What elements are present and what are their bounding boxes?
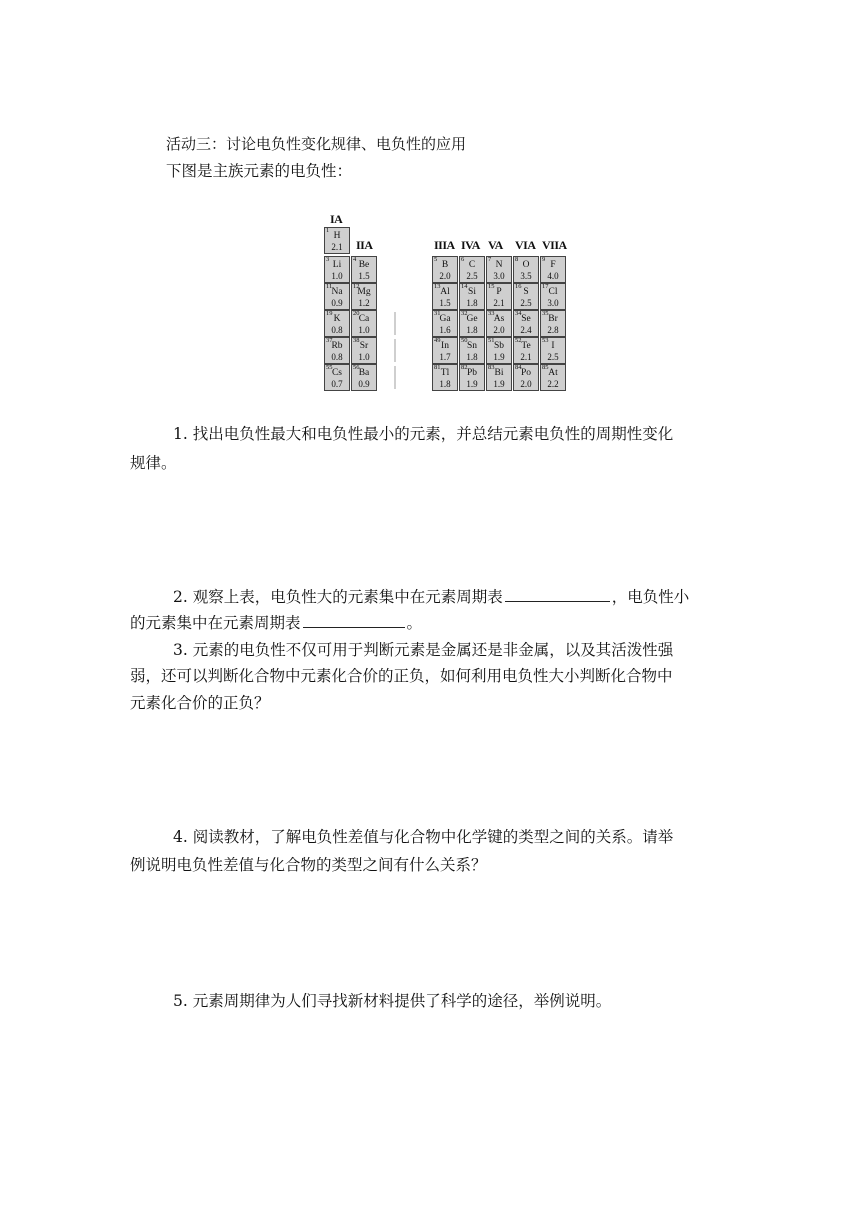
electronegativity-value: 0.8 [331, 325, 343, 335]
question-4-line-1: 4. 阅读教材，了解电负性差值与化合物中化学键的类型之间的关系。请举 [173, 828, 674, 846]
element-symbol: Rb [331, 341, 343, 351]
table-break-mark [394, 312, 408, 335]
element-symbol: F [550, 260, 556, 270]
element-cell-br [540, 310, 566, 337]
atomic-number: 32 [461, 310, 468, 317]
electronegativity-value: 1.2 [358, 298, 370, 308]
atomic-number: 17 [542, 283, 549, 290]
element-symbol: Be [358, 260, 370, 270]
element-cell-ge [459, 310, 485, 337]
electronegativity-value: 3.5 [520, 271, 532, 281]
electronegativity-value: 0.9 [358, 379, 370, 389]
element-cell-b [432, 256, 458, 283]
electronegativity-value: 0.9 [331, 298, 343, 308]
element-symbol: I [551, 341, 555, 351]
atomic-number: 81 [434, 364, 441, 371]
element-cell-i [540, 337, 566, 364]
atomic-number: 56 [353, 364, 360, 371]
electronegativity-value: 2.2 [547, 379, 559, 389]
question-3-line-3: 元素化合价的正负？ [130, 694, 270, 712]
element-cell-mg [351, 283, 377, 310]
element-cell-s [513, 283, 539, 310]
atomic-number: 14 [461, 283, 468, 290]
atomic-number: 38 [353, 337, 360, 344]
electronegativity-value: 2.1 [493, 298, 505, 308]
element-symbol: Sr [359, 341, 369, 351]
element-cell-sr [351, 337, 377, 364]
electronegativity-value: 0.8 [331, 352, 343, 362]
atomic-number: 84 [515, 364, 522, 371]
question-1-line-1: 1. 找出电负性最大和电负性最小的元素，并总结元素电负性的周期性变化 [173, 425, 674, 443]
element-symbol: Mg [357, 287, 371, 297]
atomic-number: 11 [326, 283, 333, 290]
element-cell-at [540, 364, 566, 391]
atomic-number: 53 [542, 337, 549, 344]
atomic-number: 12 [353, 283, 360, 290]
atomic-number: 83 [488, 364, 495, 371]
element-symbol: Al [440, 287, 450, 297]
table-break-mark [394, 366, 408, 389]
atomic-number: 55 [326, 364, 333, 371]
question-4-line-2: 例说明电负性差值与化合物的类型之间有什么关系？ [130, 856, 487, 874]
group-label: IIA [356, 238, 373, 252]
atomic-number: 51 [488, 337, 495, 344]
atomic-number: 85 [542, 364, 549, 371]
element-cell-te [513, 337, 539, 364]
question-2-text-d: 。 [406, 614, 423, 632]
atomic-number: 35 [542, 310, 549, 317]
element-symbol: In [441, 341, 449, 351]
electronegativity-value: 4.0 [547, 271, 559, 281]
element-symbol: Si [468, 287, 476, 297]
electronegativity-value: 2.1 [520, 352, 532, 362]
electronegativity-value: 1.0 [358, 352, 370, 362]
element-symbol: O [522, 260, 530, 270]
atomic-number: 16 [515, 283, 522, 290]
atomic-number: 34 [515, 310, 522, 317]
element-symbol: B [441, 260, 449, 270]
element-cell-rb [324, 337, 350, 364]
element-cell-na [324, 283, 350, 310]
table-break-mark [394, 339, 408, 362]
question-3-line-1: 3. 元素的电负性不仅可用于判断元素是金属还是非金属，以及其活泼性强 [173, 641, 674, 659]
element-symbol: Sn [466, 341, 478, 351]
element-symbol: Te [521, 341, 531, 351]
element-cell-c [459, 256, 485, 283]
element-cell-pb [459, 364, 485, 391]
element-cell-ga [432, 310, 458, 337]
atomic-number: 5 [434, 256, 438, 263]
atomic-number: 7 [488, 256, 492, 263]
element-symbol: Ca [358, 314, 370, 324]
element-cell-li [324, 256, 350, 283]
atomic-number: 19 [326, 310, 333, 317]
electronegativity-value: 1.8 [466, 352, 478, 362]
atomic-number: 3 [326, 256, 330, 263]
question-2-text-b: ，电负性小 [611, 588, 690, 606]
element-symbol: K [333, 314, 341, 324]
element-cell-al [432, 283, 458, 310]
element-symbol: At [548, 368, 558, 378]
electronegativity-value: 1.9 [493, 352, 505, 362]
element-symbol: Cl [548, 287, 558, 297]
question-2-text-a: 2. 观察上表，电负性大的元素集中在元素周期表 [173, 588, 503, 606]
atomic-number: 20 [353, 310, 360, 317]
element-cell-in [432, 337, 458, 364]
element-cell-bi [486, 364, 512, 391]
element-cell-as [486, 310, 512, 337]
electronegativity-value: 1.8 [466, 325, 478, 335]
electronegativity-value: 2.8 [547, 325, 559, 335]
element-cell-h [324, 227, 350, 254]
atomic-number: 37 [326, 337, 333, 344]
atomic-number: 15 [488, 283, 495, 290]
element-symbol: H [333, 231, 341, 241]
electronegativity-value: 2.5 [466, 271, 478, 281]
atomic-number: 50 [461, 337, 468, 344]
group-label: VIIA [542, 238, 567, 252]
electronegativity-value: 1.7 [439, 352, 451, 362]
element-symbol: Po [520, 368, 532, 378]
atomic-number: 9 [542, 256, 546, 263]
electronegativity-value: 2.0 [439, 271, 451, 281]
electronegativity-value: 1.9 [493, 379, 505, 389]
question-2-line-1 [173, 584, 783, 610]
element-cell-ba [351, 364, 377, 391]
electronegativity-table [324, 210, 569, 392]
electronegativity-value: 1.5 [358, 271, 370, 281]
element-symbol: N [495, 260, 503, 270]
electronegativity-value: 1.0 [358, 325, 370, 335]
element-cell-cs [324, 364, 350, 391]
answer-blank-2[interactable] [303, 611, 405, 628]
electronegativity-value: 1.5 [439, 298, 451, 308]
element-cell-p [486, 283, 512, 310]
atomic-number: 6 [461, 256, 465, 263]
group-label: VA [488, 238, 503, 252]
element-symbol: C [468, 260, 476, 270]
atomic-number: 49 [434, 337, 441, 344]
electronegativity-value: 1.8 [466, 298, 478, 308]
element-cell-se [513, 310, 539, 337]
group-label: IIIA [434, 238, 455, 252]
atomic-number: 4 [353, 256, 357, 263]
element-cell-o [513, 256, 539, 283]
element-cell-sb [486, 337, 512, 364]
question-2-text-c: 的元素集中在元素周期表 [130, 614, 301, 632]
electronegativity-value: 3.0 [547, 298, 559, 308]
element-cell-po [513, 364, 539, 391]
electronegativity-value: 1.6 [439, 325, 451, 335]
element-symbol: Bi [494, 368, 504, 378]
activity-heading: 活动三：讨论电负性变化规律、电负性的应用 [166, 135, 467, 153]
intro-text: 下图是主族元素的电负性： [166, 162, 353, 180]
element-cell-k [324, 310, 350, 337]
electronegativity-value: 1.8 [439, 379, 451, 389]
element-cell-sn [459, 337, 485, 364]
electronegativity-value: 0.7 [331, 379, 343, 389]
electronegativity-value: 2.4 [520, 325, 532, 335]
group-label: VIA [515, 238, 536, 252]
element-symbol: Cs [331, 368, 343, 378]
atomic-number: 31 [434, 310, 441, 317]
electronegativity-value: 2.0 [520, 379, 532, 389]
electronegativity-value: 2.0 [493, 325, 505, 335]
element-symbol: Tl [440, 368, 450, 378]
electronegativity-value: 1.0 [331, 271, 343, 281]
atomic-number: 52 [515, 337, 522, 344]
element-symbol: Ga [439, 314, 451, 324]
element-cell-tl [432, 364, 458, 391]
element-symbol: Sb [493, 341, 505, 351]
element-symbol: Ge [466, 314, 478, 324]
element-symbol: As [493, 314, 505, 324]
element-cell-cl [540, 283, 566, 310]
atomic-number: 82 [461, 364, 468, 371]
element-symbol: Ba [358, 368, 370, 378]
atomic-number: 13 [434, 283, 441, 290]
element-symbol: S [523, 287, 529, 297]
electronegativity-value: 1.9 [466, 379, 478, 389]
electronegativity-value: 2.1 [331, 242, 343, 252]
element-symbol: Na [331, 287, 343, 297]
question-1-line-2: 规律。 [130, 454, 177, 472]
element-cell-be [351, 256, 377, 283]
electronegativity-value: 2.5 [520, 298, 532, 308]
element-cell-f [540, 256, 566, 283]
question-2-line-2 [130, 610, 740, 636]
electronegativity-value: 3.0 [493, 271, 505, 281]
element-cell-n [486, 256, 512, 283]
element-symbol: P [496, 287, 502, 297]
element-symbol: Pb [466, 368, 478, 378]
group-label: IVA [461, 238, 480, 252]
atomic-number: 8 [515, 256, 519, 263]
atomic-number: 1 [326, 227, 330, 234]
atomic-number: 33 [488, 310, 495, 317]
question-5-line-1: 5. 元素周期律为人们寻找新材料提供了科学的途径，举例说明。 [173, 992, 612, 1010]
element-cell-si [459, 283, 485, 310]
question-3-line-2: 弱，还可以判断化合物中元素化合价的正负，如何利用电负性大小判断化合物中 [130, 667, 673, 685]
element-symbol: Li [332, 260, 342, 270]
group-label: IA [330, 212, 343, 226]
element-cell-ca [351, 310, 377, 337]
element-symbol: Br [548, 314, 558, 324]
electronegativity-value: 2.5 [547, 352, 559, 362]
element-symbol: Se [521, 314, 531, 324]
answer-blank-1[interactable] [505, 585, 610, 602]
